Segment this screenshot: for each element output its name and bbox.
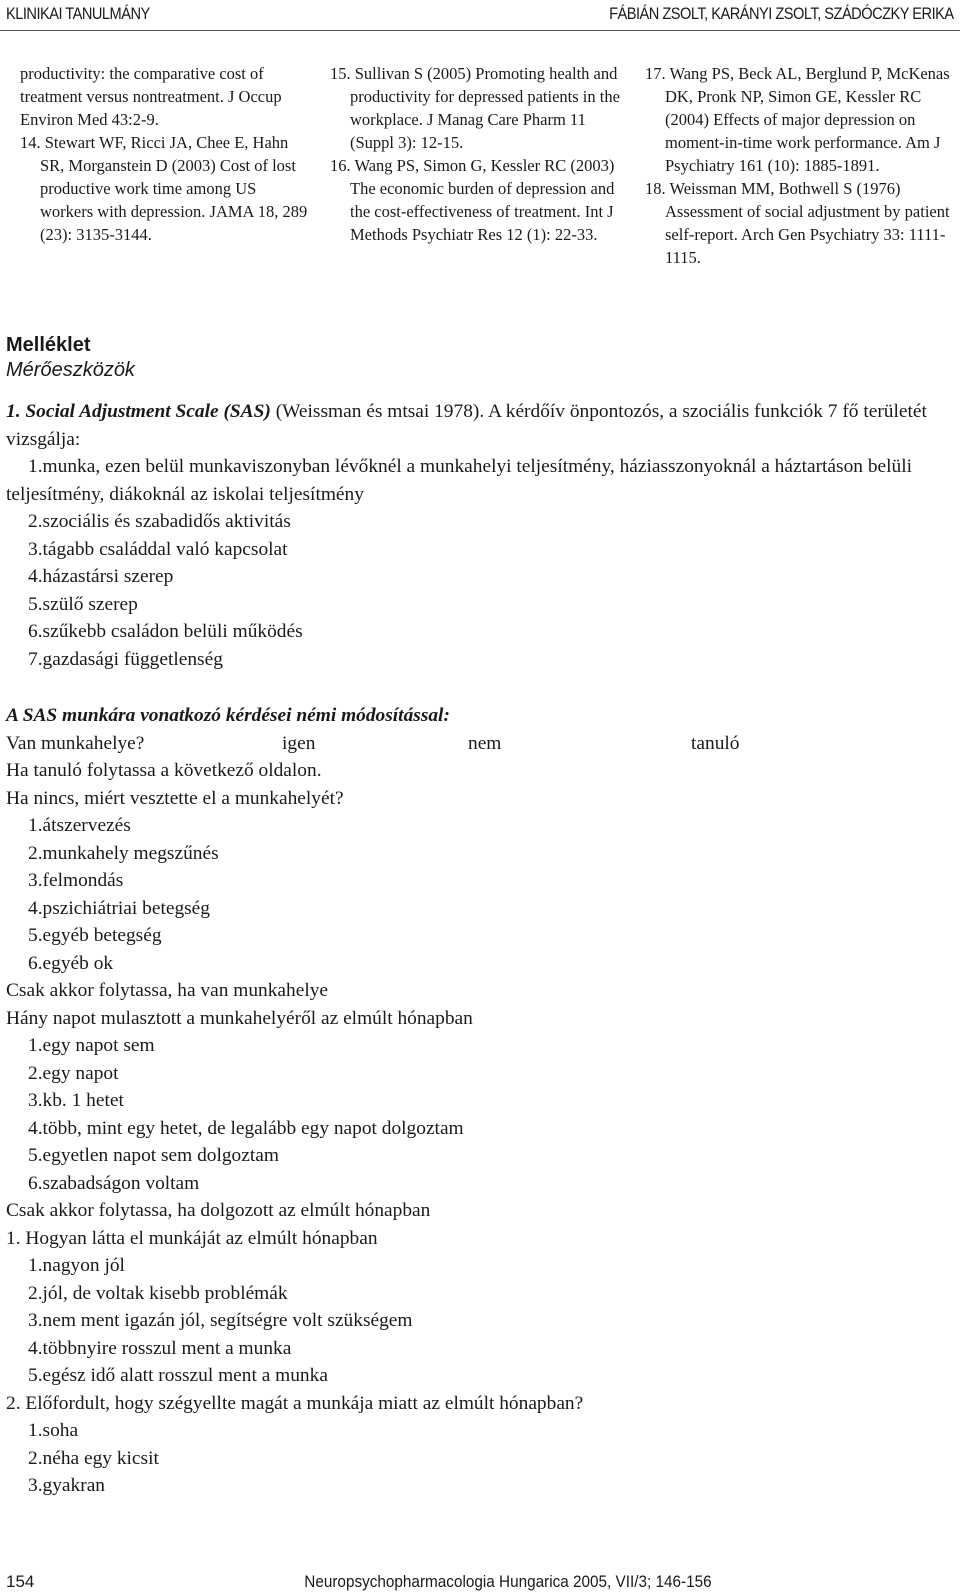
option-no[interactable]: nem	[468, 732, 502, 754]
loss-reason-option[interactable]: 6.egyéb ok	[28, 952, 114, 974]
question-2: 2. Előfordult, hogy szégyellte magát a munkája miatt az elmúlt hónapban?	[6, 1392, 584, 1414]
reference-15: 15. Sullivan S (2005) Promoting health and productivity for depressed patients in the workplace. J Manag Care Pharm 11 (Suppl 3): 12-15.	[330, 64, 620, 152]
loss-reason-option[interactable]: 3.felmondás	[28, 870, 124, 891]
days-missed-option[interactable]: 2.egy napot	[28, 1062, 119, 1084]
work-section-heading: A SAS munkára vonatkozó kérdései némi módosítással:	[6, 705, 450, 726]
days-missed-option[interactable]: 4.több, mint egy hetet, de legalább egy napot dolgoztam	[28, 1117, 464, 1139]
page-footer	[0, 1550, 960, 1591]
reference-17: 17. Wang PS, Beck AL, Berglund P, McKenas DK, Pronk NP, Simon GE, Kessler RC (2004) Effects of major depression on moment-in-time work performance. Am J Psychiatry 161 (10): 1885-1891.	[645, 64, 950, 175]
question-1-option[interactable]: 5.egész idő alatt rosszul ment a munka	[28, 1365, 328, 1386]
days-missed-option[interactable]: 3.kb. 1 hetet	[28, 1090, 124, 1111]
reference-18: 18. Weissman MM, Bothwell S (1976) Assessment of social adjustment by patient self-report. Arch Gen Psychiatry 33: 1111-1115.	[645, 179, 950, 267]
loss-reason-option[interactable]: 5.egyéb betegség	[28, 925, 162, 946]
question-1-option[interactable]: 3.nem ment igazán jól, segítségre volt szükségem	[28, 1310, 413, 1331]
question-2-option[interactable]: 1.soha	[28, 1420, 79, 1441]
question-1: 1. Hogyan látta el munkáját az elmúlt hónapban	[6, 1227, 378, 1249]
domain-item: 4.házastársi szerep	[28, 566, 174, 587]
loss-reason-option[interactable]: 2.munkahely megszűnés	[28, 842, 219, 864]
domain-item: 2.szociális és szabadidős aktivitás	[28, 511, 291, 532]
reference-14: 14. Stewart WF, Ricci JA, Chee E, Hahn SR, Morganstein D (2003) Cost of lost productive work time among US workers with depression. JAMA 18, 289 (23): 3135-3144.	[20, 133, 308, 244]
domain-item: 6.szűkebb családon belüli működés	[28, 621, 303, 642]
reference-16: 16. Wang PS, Simon G, Kessler RC (2003) The economic burden of depression and the cost-effectiveness of treatment. Int J Methods Psychiatr Res 12 (1): 22-33.	[330, 156, 615, 244]
days-missed-question: Hány napot mulasztott a munkahelyéről az elmúlt hónapban	[6, 1007, 473, 1029]
reference-continuation: productivity: the comparative cost of treatment versus nontreatment. J Occup Environ Med 43:2-9.	[20, 64, 282, 129]
spacer	[6, 673, 946, 702]
option-student[interactable]: tanuló	[691, 732, 740, 754]
question-2-option[interactable]: 2.néha egy kicsit	[28, 1447, 159, 1469]
appendix-title: Melléklet	[6, 334, 91, 356]
days-missed-option[interactable]: 6.szabadságon voltam	[28, 1172, 200, 1194]
section-label: KLINIKAI TANULMÁNY	[6, 4, 150, 23]
sas-description: (Weissman és mtsai 1978). A kérdőív önpontozós, a szociális funkciók 7 fő területét vizsgálja:	[6, 401, 927, 450]
appendix-heading	[6, 333, 951, 383]
references-column-3	[645, 62, 950, 269]
page-header	[0, 0, 960, 34]
days-missed-option[interactable]: 5.egyetlen napot sem dolgoztam	[28, 1145, 279, 1166]
question-1-option[interactable]: 1.nagyon jól	[28, 1255, 125, 1276]
sas-title: 1. Social Adjustment Scale (SAS)	[6, 401, 271, 422]
question-2-option[interactable]: 3.gyakran	[28, 1475, 105, 1496]
references-column-1	[20, 62, 310, 246]
journal-citation: Neuropsychopharmacologia Hungarica 2005, VII/3; 146-156	[304, 1572, 712, 1591]
job-condition-instruction: Csak akkor folytassa, ha van munkahelye	[6, 980, 329, 1001]
worked-condition-instruction: Csak akkor folytassa, ha dolgozott az elmúlt hónapban	[6, 1200, 431, 1221]
loss-reason-option[interactable]: 1.átszervezés	[28, 815, 131, 836]
authors-header: FÁBIÁN ZSOLT, KARÁNYI ZSOLT, SZÁDÓCZKY ERIKA	[609, 4, 954, 23]
domain-item: 3.tágabb családdal való kapcsolat	[28, 538, 288, 560]
has-job-question	[6, 730, 946, 758]
domain-item: 1.munka, ezen belül munkaviszonyban lévőknél a munkahelyi teljesítmény, háziasszonyoknál a háztartáson belüli teljesítmény, diákoknál az iskolai teljesítmény	[6, 456, 912, 505]
domain-item: 7.gazdasági függetlenség	[28, 648, 223, 670]
question-1-option[interactable]: 2.jól, de voltak kisebb problémák	[28, 1282, 288, 1304]
appendix-subtitle: Mérőeszközök	[6, 359, 135, 381]
days-missed-option[interactable]: 1.egy napot sem	[28, 1035, 155, 1056]
job-loss-question: Ha nincs, miért vesztette el a munkahelyét?	[6, 787, 344, 809]
header-rule	[0, 30, 960, 31]
questionnaire-body	[6, 398, 946, 1500]
loss-reason-option[interactable]: 4.pszichiátriai betegség	[28, 897, 210, 919]
domain-item: 5.szülő szerep	[28, 593, 138, 615]
question-1-option[interactable]: 4.többnyire rosszul ment a munka	[28, 1337, 292, 1359]
references-column-2	[330, 62, 630, 246]
student-instruction: Ha tanuló folytassa a következő oldalon.	[6, 760, 322, 781]
option-yes[interactable]: igen	[282, 732, 316, 754]
has-job-label: Van munkahelye?	[6, 732, 145, 754]
page-number: 154	[6, 1572, 35, 1591]
sas-intro	[6, 398, 946, 453]
